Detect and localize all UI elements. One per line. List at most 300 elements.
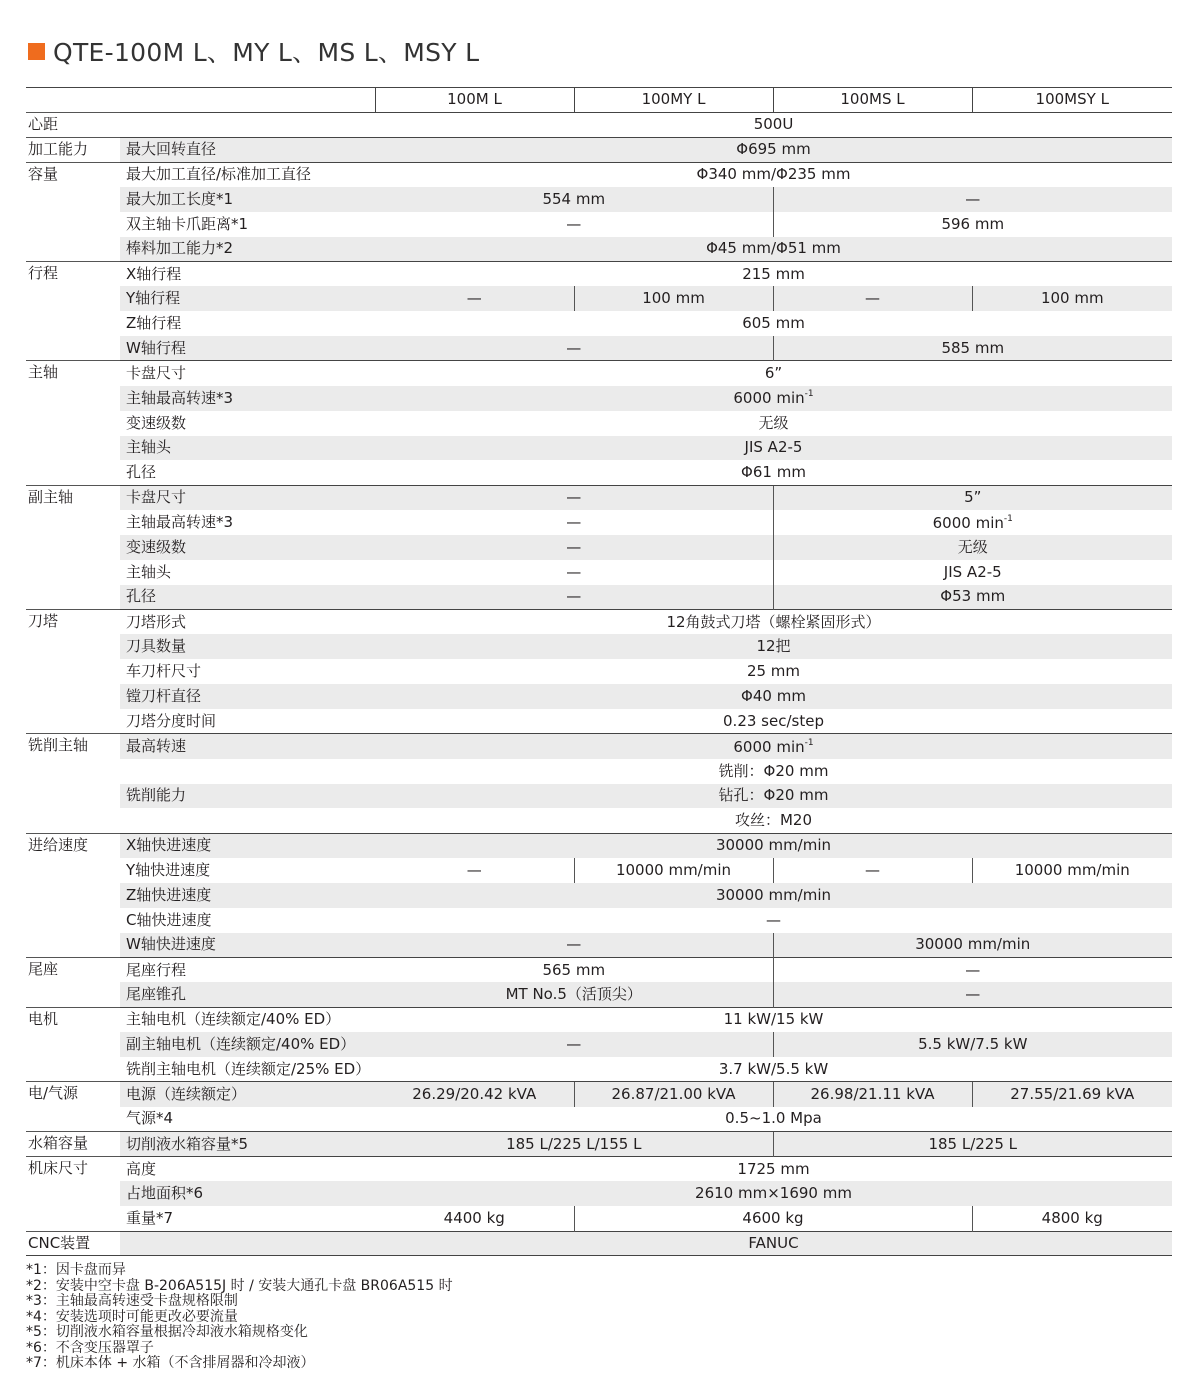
table-row (26, 634, 1172, 659)
value-cell (375, 162, 1172, 187)
value-cell (375, 560, 773, 585)
table-row (26, 1231, 1172, 1256)
value-cell (773, 982, 1172, 1007)
value-text: 12把 (756, 637, 791, 656)
spec-label-cell: 卡盘尺寸 (120, 361, 375, 386)
value-cell (773, 187, 1172, 212)
value-text: 185 L/225 L (928, 1134, 1018, 1153)
value-text: 1725 mm (737, 1159, 810, 1178)
value-cell (375, 112, 1172, 137)
value-cell (375, 411, 1172, 436)
value-text: — (566, 214, 582, 233)
spec-label-cell: 高度 (120, 1156, 375, 1181)
spec-label-cell: X轴快进速度 (120, 833, 375, 858)
spec-label-cell: Y轴快进速度 (126, 861, 211, 880)
spec-label-cell: C轴快进速度 (126, 910, 212, 929)
table-row (26, 460, 1172, 485)
category-cell (26, 1057, 120, 1082)
table-row (26, 311, 1172, 336)
value-text: 无级 (957, 537, 988, 556)
category-cell (26, 560, 120, 585)
value-cell (972, 858, 1172, 883)
value-cell (773, 958, 1172, 983)
value-text: 3.7 kW/5.5 kW (718, 1059, 829, 1078)
category-cell (26, 883, 120, 908)
value-cell (375, 734, 1172, 759)
category-cell (26, 684, 120, 709)
value-cell (375, 1156, 1172, 1181)
value-cell (375, 908, 1172, 933)
value-text: 6” (764, 364, 783, 383)
table-row (26, 187, 1172, 212)
header-blank-cell (120, 88, 375, 113)
value-cell (375, 485, 773, 510)
spec-label-cell: 最大回转直径 (120, 137, 375, 162)
value-text: 565 mm (542, 960, 606, 979)
footnote-line: *5：切削液水箱容量根据冷却液水箱规格变化 (26, 1324, 308, 1340)
category-cell: 副主轴 (26, 485, 120, 510)
spec-label-cell: 变速级数 (126, 413, 187, 432)
spec-label-cell (120, 1231, 375, 1256)
value-text: — (566, 488, 582, 507)
title-text: QTE-100M L、MY L、MS L、MSY L (53, 38, 480, 67)
value-cell (375, 1181, 1172, 1206)
category-cell (26, 1181, 120, 1206)
value-cell (972, 1082, 1172, 1107)
value-cell (773, 858, 972, 883)
table-row (26, 237, 1172, 262)
spec-label-cell: 铣削主轴电机（连续额定/25% ED） (126, 1059, 371, 1078)
value-cell (375, 535, 773, 560)
category-cell (26, 436, 120, 461)
table-row (26, 510, 1172, 535)
table-row (26, 858, 1172, 883)
spec-label-cell: 车刀杆尺寸 (126, 662, 202, 681)
category-cell (26, 386, 120, 411)
value-cell (375, 510, 773, 535)
value-cell (574, 286, 773, 311)
value-cell (375, 759, 1172, 784)
value-text: 554 mm (542, 189, 606, 208)
value-text: 26.87/21.00 kVA (611, 1085, 736, 1104)
category-cell: CNC装置 (26, 1231, 120, 1256)
category-cell: 主轴 (26, 361, 120, 386)
value-cell (375, 1132, 773, 1157)
value-cell (375, 659, 1172, 684)
spec-label-cell: 重量*7 (126, 1208, 174, 1227)
category-cell (26, 709, 120, 734)
value-text: 25 mm (746, 662, 801, 681)
table-row (26, 535, 1172, 560)
value-text: 30000 mm/min (715, 885, 832, 904)
value-cell (972, 1206, 1172, 1231)
value-text: 100 mm (642, 289, 705, 308)
value-cell (375, 1107, 1172, 1132)
category-cell: 行程 (26, 262, 120, 287)
column-header: 100M L (375, 88, 574, 113)
value-cell (375, 311, 1172, 336)
value-cell (375, 361, 1172, 386)
spec-label-cell (120, 112, 375, 137)
value-text: 26.29/20.42 kVA (412, 1085, 537, 1104)
category-cell (26, 982, 120, 1007)
column-header: 100MY L (574, 88, 773, 113)
category-cell (26, 460, 120, 485)
category-cell (26, 585, 120, 610)
table-row (26, 1082, 1172, 1107)
category-cell (26, 1206, 120, 1231)
category-cell: 心距 (26, 112, 120, 137)
value-text: Φ45 mm/Φ51 mm (706, 239, 841, 258)
value-text: 5.5 kW/7.5 kW (918, 1035, 1028, 1054)
category-cell: 铣削主轴 (26, 734, 120, 759)
spec-label-cell: 铣削能力 (120, 784, 375, 809)
spec-label-cell: 副主轴电机（连续额定/40% ED） (120, 1032, 375, 1057)
spec-label-cell: W轴快进速度 (120, 933, 375, 958)
table-row (26, 162, 1172, 187)
value-cell (375, 709, 1172, 734)
spec-label-cell: 棒料加工能力*2 (120, 237, 375, 262)
category-cell (26, 535, 120, 560)
category-cell (26, 411, 120, 436)
value-text: FANUC (748, 1233, 799, 1252)
value-text: 0.23 sec/step (723, 711, 824, 730)
footnote-line: *7：机床本体 + 水箱（不含排屑器和冷却液） (26, 1355, 315, 1371)
value-cell (375, 610, 1172, 635)
category-cell (26, 908, 120, 933)
category-cell: 电机 (26, 1007, 120, 1032)
spec-table (26, 87, 1172, 1256)
category-cell (26, 759, 120, 784)
orange-square-icon (28, 43, 45, 60)
value-cell (375, 883, 1172, 908)
value-text: — (566, 1035, 582, 1054)
table-row (26, 286, 1172, 311)
table-row (26, 212, 1172, 237)
table-row (26, 1032, 1172, 1057)
table-row (26, 1156, 1172, 1181)
table-row (26, 610, 1172, 635)
footnote-line: *1：因卡盘而异 (26, 1262, 126, 1278)
value-cell (375, 1231, 1172, 1256)
value-text: 30000 mm/min (715, 836, 832, 855)
value-text: 4400 kg (443, 1208, 505, 1227)
spec-label-cell: 尾座锥孔 (120, 982, 375, 1007)
value-text: Φ695 mm (736, 140, 811, 159)
category-cell (26, 286, 120, 311)
value-text: — (965, 189, 981, 208)
category-cell (26, 187, 120, 212)
value-text: — (965, 960, 981, 979)
value-text: Φ340 mm/Φ235 mm (696, 165, 851, 184)
value-cell (375, 137, 1172, 162)
category-cell: 水箱容量 (26, 1132, 120, 1157)
category-cell (26, 808, 120, 833)
footnotes (26, 1263, 453, 1372)
table-row (26, 808, 1172, 833)
footnote-line: *3：主轴最高转速受卡盘规格限制 (26, 1293, 238, 1309)
spec-label-cell: W轴行程 (120, 336, 375, 361)
value-cell (375, 436, 1172, 461)
value-text: 0.5~1.0 Mpa (725, 1109, 822, 1128)
spec-label-cell: 变速级数 (120, 535, 375, 560)
table-row (26, 659, 1172, 684)
spec-label-cell: 最大加工直径/标准加工直径 (120, 162, 375, 187)
value-cell (375, 336, 773, 361)
table-row (26, 361, 1172, 386)
spec-label-cell: 电源（连续额定） (120, 1082, 375, 1107)
spec-label-cell: 刀塔分度时间 (126, 711, 217, 730)
value-text: MT No.5（活顶尖） (505, 985, 642, 1004)
value-cell (773, 485, 1172, 510)
table-row (26, 137, 1172, 162)
category-cell: 刀塔 (26, 610, 120, 635)
value-text: 27.55/21.69 kVA (1010, 1085, 1135, 1104)
value-text: — (865, 861, 880, 880)
table-row (26, 112, 1172, 137)
value-text: 6000 min (733, 389, 805, 408)
category-cell (26, 659, 120, 684)
category-cell (26, 1107, 120, 1132)
table-row (26, 1107, 1172, 1132)
table-row (26, 436, 1172, 461)
table-row (26, 1007, 1172, 1032)
table-row (26, 560, 1172, 585)
spec-label-cell: 双主轴卡爪距离*1 (126, 214, 249, 233)
value-cell (375, 460, 1172, 485)
spec-label-cell: 占地面积*6 (120, 1181, 375, 1206)
value-text: 10000 mm/min (615, 861, 732, 880)
value-cell (773, 933, 1172, 958)
category-cell: 容量 (26, 162, 120, 187)
value-cell (773, 585, 1172, 610)
value-cell (375, 634, 1172, 659)
category-cell (26, 858, 120, 883)
value-text: 钻孔：Φ20 mm (718, 786, 829, 805)
value-cell (375, 808, 1172, 833)
exponent-text: -1 (804, 389, 814, 400)
value-cell (375, 982, 773, 1007)
spec-label-cell (120, 759, 375, 784)
value-text: 596 mm (941, 214, 1005, 233)
value-text: 12角鼓式刀塔（螺栓紧固形式） (666, 612, 881, 631)
table-row (26, 1132, 1172, 1157)
footnote-line: *4：安装选项时可能更改必要流量 (26, 1308, 238, 1325)
value-cell (375, 212, 773, 237)
spec-label-cell: 主轴电机（连续额定/40% ED） (120, 1007, 375, 1032)
value-cell (375, 237, 1172, 262)
value-cell (773, 560, 1172, 585)
category-cell (26, 311, 120, 336)
category-cell (26, 237, 120, 262)
page-title (28, 34, 479, 68)
table-row (26, 958, 1172, 983)
table-row (26, 585, 1172, 610)
value-text: — (566, 562, 582, 581)
exponent-text: -1 (1003, 513, 1013, 524)
footnote-line: *2：安装中空卡盘 B-206A515J 时 / 安装大通孔卡盘 BR06A515 时 (26, 1277, 453, 1294)
value-cell (773, 1032, 1172, 1057)
spec-label-cell: 刀具数量 (120, 634, 375, 659)
spec-label-cell: 主轴最高转速*3 (126, 513, 234, 532)
value-text: 铣削：Φ20 mm (718, 761, 829, 780)
value-text: 2610 mm×1690 mm (695, 1184, 852, 1203)
table-row (26, 982, 1172, 1007)
value-text: 攻丝：M20 (734, 811, 813, 830)
value-cell (574, 858, 773, 883)
value-text: JIS A2-5 (943, 562, 1002, 581)
spec-label-cell: 主轴最高转速*3 (120, 386, 375, 411)
table-row (26, 784, 1172, 809)
value-cell (574, 1082, 773, 1107)
category-cell (26, 336, 120, 361)
spec-label-cell: 卡盘尺寸 (120, 485, 375, 510)
table-row (26, 908, 1172, 933)
spec-label-cell: 孔径 (120, 585, 375, 610)
value-text: 100 mm (1040, 289, 1104, 308)
value-text: — (566, 935, 582, 954)
value-cell (574, 1206, 972, 1231)
value-cell (375, 1007, 1172, 1032)
value-text: 585 mm (941, 338, 1005, 357)
category-cell (26, 212, 120, 237)
value-text: 6000 min (733, 737, 805, 756)
value-text: — (466, 861, 482, 880)
spec-label-cell: 最高转速 (120, 734, 375, 759)
spec-label-cell: Y轴行程 (120, 286, 375, 311)
table-row (26, 709, 1172, 734)
value-cell (375, 585, 773, 610)
value-text: 500U (753, 115, 794, 134)
value-cell (375, 1082, 574, 1107)
table-row (26, 485, 1172, 510)
spec-table-body (26, 88, 1172, 1256)
value-text: 215 mm (742, 264, 805, 283)
value-text: 26.98/21.11 kVA (810, 1085, 935, 1104)
value-cell (773, 510, 1172, 535)
spec-label-cell: 尾座行程 (120, 958, 375, 983)
value-cell (773, 1082, 972, 1107)
table-row (26, 1181, 1172, 1206)
value-text: 185 L/225 L/155 L (506, 1134, 642, 1153)
value-cell (375, 784, 1172, 809)
value-text: — (566, 587, 582, 606)
value-text: — (865, 289, 880, 308)
header-blank-cell (26, 88, 120, 113)
table-row (26, 734, 1172, 759)
table-row (26, 336, 1172, 361)
column-header: 100MS L (773, 88, 972, 113)
value-cell (375, 386, 1172, 411)
table-row (26, 386, 1172, 411)
table-row (26, 1057, 1172, 1082)
value-cell (972, 286, 1172, 311)
value-cell (375, 1206, 574, 1231)
value-cell (375, 858, 574, 883)
spec-label-cell: 切削液水箱容量*5 (120, 1132, 375, 1157)
category-cell (26, 510, 120, 535)
value-text: — (566, 338, 582, 357)
value-text: Φ61 mm (741, 463, 806, 482)
value-text: 605 mm (742, 314, 805, 333)
table-row (26, 833, 1172, 858)
table-row (26, 684, 1172, 709)
table-row (26, 411, 1172, 436)
spec-label-cell (120, 808, 375, 833)
spec-label-cell: 气源*4 (126, 1109, 174, 1128)
value-cell (375, 684, 1172, 709)
value-cell (375, 1032, 773, 1057)
category-cell: 尾座 (26, 958, 120, 983)
table-row (26, 933, 1172, 958)
table-row (26, 759, 1172, 784)
value-text: 10000 mm/min (1014, 861, 1130, 880)
value-text: 无级 (758, 413, 789, 432)
value-text: 4800 kg (1041, 1208, 1103, 1227)
value-text: Φ53 mm (940, 587, 1006, 606)
value-text: — (566, 537, 582, 556)
value-cell (773, 1132, 1172, 1157)
spec-label-cell: X轴行程 (120, 262, 375, 287)
category-cell: 机床尺寸 (26, 1156, 120, 1181)
table-row (26, 1206, 1172, 1231)
value-text: — (766, 910, 781, 929)
value-cell (375, 262, 1172, 287)
spec-label-cell: 镗刀杆直径 (120, 684, 375, 709)
table-row (26, 262, 1172, 287)
value-cell (375, 187, 773, 212)
value-text: 4600 kg (742, 1208, 804, 1227)
value-text: — (965, 985, 981, 1004)
value-cell (773, 535, 1172, 560)
value-text: Φ40 mm (741, 687, 806, 706)
value-cell (773, 286, 972, 311)
table-row (26, 883, 1172, 908)
value-text: JIS A2-5 (744, 438, 803, 457)
category-cell (26, 1032, 120, 1057)
spec-label-cell: 最大加工长度*1 (120, 187, 375, 212)
value-cell (375, 958, 773, 983)
value-cell (375, 833, 1172, 858)
value-text: 11 kW/15 kW (723, 1010, 824, 1029)
value-text: 6000 min (932, 513, 1004, 532)
spec-label-cell: 刀塔形式 (120, 610, 375, 635)
value-cell (375, 1057, 1172, 1082)
spec-label-cell: Z轴快进速度 (120, 883, 375, 908)
value-cell (375, 286, 574, 311)
value-cell (773, 212, 1172, 237)
value-cell (773, 336, 1172, 361)
value-text: — (466, 289, 482, 308)
category-cell: 进给速度 (26, 833, 120, 858)
column-header: 100MSY L (972, 88, 1172, 113)
value-text: — (566, 513, 582, 532)
category-cell: 电/气源 (26, 1082, 120, 1107)
category-cell (26, 784, 120, 809)
value-text: 5” (964, 488, 982, 507)
footnote-line: *6：不含变压器罩子 (26, 1339, 154, 1356)
value-text: 30000 mm/min (915, 935, 1031, 954)
header-row (26, 88, 1172, 113)
value-cell (375, 933, 773, 958)
category-cell: 加工能力 (26, 137, 120, 162)
spec-label-cell: 孔径 (126, 463, 157, 482)
spec-label-cell: 主轴头 (126, 562, 172, 581)
exponent-text: -1 (804, 737, 814, 748)
spec-label-cell: 主轴头 (120, 436, 375, 461)
spec-label-cell: Z轴行程 (126, 314, 182, 333)
category-cell (26, 933, 120, 958)
